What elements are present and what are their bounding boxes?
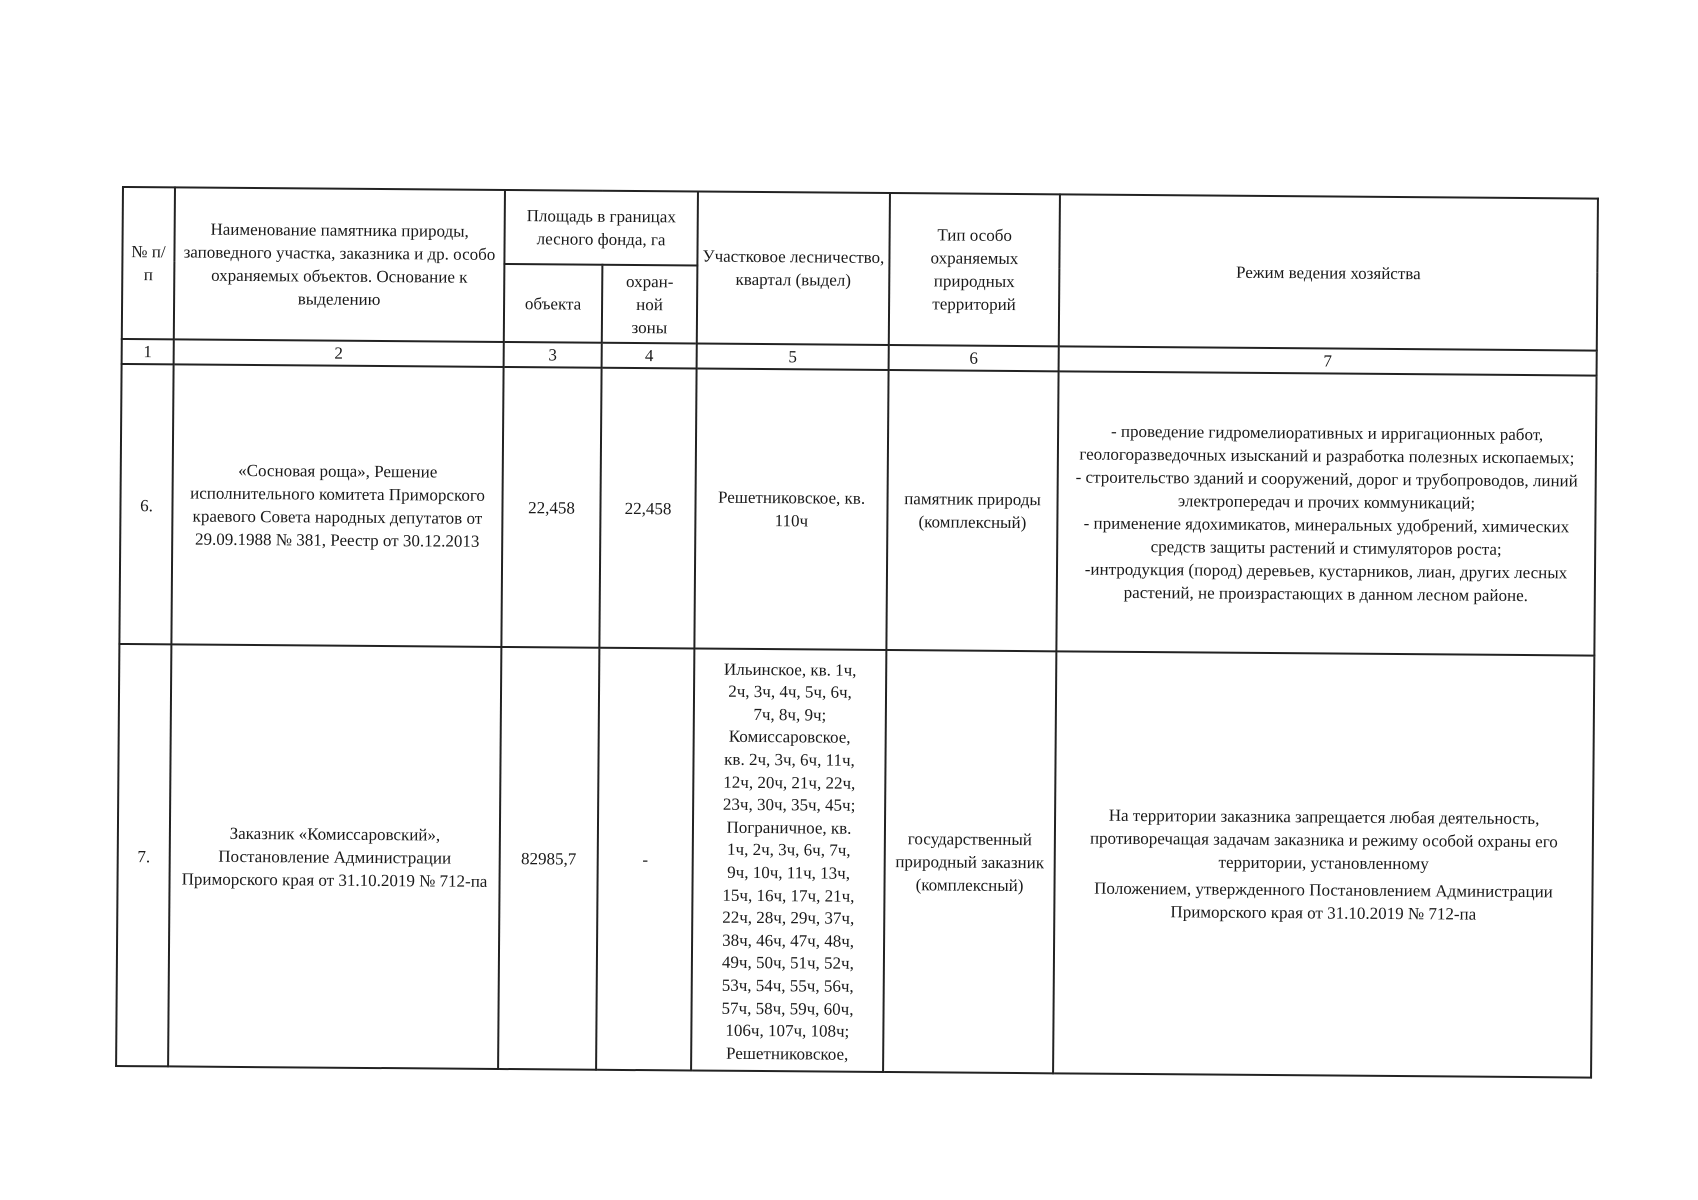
row-area-object: 22,458: [501, 367, 601, 648]
forestry-line: 22ч, 28ч, 29ч, 37ч,: [722, 907, 855, 928]
table-row: [116, 644, 1594, 1078]
forestry-line: кв. 2ч, 3ч, 6ч, 11ч,: [724, 749, 855, 770]
header-col-name: Наименование памятника природы, заповедного участка, заказника и др. особо охраняемых объектов. Основание к выделению: [174, 187, 505, 342]
forestry-line: 12ч, 20ч, 21ч, 22ч,: [723, 772, 856, 793]
mode-item: - строительство зданий и сооружений, дорог и трубопроводов, линий электропередач и прочих коммуникаций;: [1075, 467, 1578, 513]
mode-paragraph: На территории заказника запрещается любая деятельность, противоречащая задачам заказника и режиму особой охраны его территории, установленному: [1089, 805, 1558, 873]
row-name: «Сосновая роща», Решение исполнительного комитета Приморского краевого Совета народных депутатов от 29.09.1988 № 381, Реестр от 30.12.2013: [171, 364, 503, 647]
header-col-area-group: Площадь в границах лесного фонда, га: [504, 190, 698, 266]
mode-item: - применение ядохимикатов, минеральных удобрений, химических средств защиты растений и стимуляторов роста;: [1083, 513, 1570, 559]
header-col-type: Тип особо охраняемых природных территорий: [889, 193, 1060, 346]
column-number: 3: [504, 342, 602, 368]
forestry-line: 9ч, 10ч, 11ч, 13ч,: [727, 862, 851, 883]
forestry-line: 2ч, 3ч, 4ч, 5ч, 6ч,: [728, 682, 852, 702]
column-number: 1: [122, 339, 174, 364]
row-type: государственный природный заказник (комплексный): [883, 650, 1056, 1073]
row-name: Заказник «Комиссаровский», Постановление Администрации Приморского края от 31.10.2019 № 712-па: [168, 644, 501, 1069]
row-forestry: Решетниковское, кв. 110ч: [694, 369, 888, 650]
forestry-line: 15ч, 16ч, 17ч, 21ч,: [722, 885, 855, 906]
column-number: 6: [889, 345, 1059, 371]
forestry-line: Ильинское, кв. 1ч,: [723, 659, 857, 680]
header-col-forestry: Участковое лесничество, квартал (выдел): [697, 192, 890, 346]
forestry-line: Пограничное, кв.: [726, 817, 852, 838]
row-mode: [1056, 371, 1596, 655]
mode-item: -интродукция (пород) деревьев, кустарников, лиан, других лесных растений, не произрастающих в данном лесном районе.: [1084, 559, 1568, 606]
forestry-line: Комиссаровское,: [728, 727, 851, 748]
header-col-mode: Режим ведения хозяйства: [1059, 194, 1598, 350]
table-row: [119, 364, 1596, 656]
protected-areas-table: [115, 186, 1599, 1079]
forestry-line: 38ч, 46ч, 47ч, 48ч,: [722, 930, 855, 951]
forestry-line: 106ч, 107ч, 108ч;: [725, 1020, 850, 1041]
column-number: 7: [1059, 346, 1597, 375]
row-type: памятник природы (комплексный): [886, 370, 1058, 651]
column-number: 4: [602, 343, 697, 369]
row-mode: [1053, 651, 1594, 1077]
row-area-object: 82985,7: [498, 647, 599, 1070]
forestry-line: 57ч, 58ч, 59ч, 60ч,: [721, 998, 854, 1019]
row-number: 6.: [119, 364, 173, 644]
row-area-zone: -: [596, 648, 694, 1071]
row-forestry: [691, 649, 886, 1072]
forestry-line: Решетниковское,: [725, 1043, 849, 1064]
column-number: 2: [174, 339, 504, 367]
column-number: 5: [697, 344, 889, 371]
row-number: 7.: [116, 644, 171, 1066]
forestry-line: 53ч, 54ч, 55ч, 56ч,: [721, 975, 854, 996]
mode-paragraph: Положением, утвержденного Постановлением Администрации Приморского края от 31.10.2019 № 712-па: [1094, 878, 1553, 924]
forestry-line: 49ч, 50ч, 51ч, 52ч,: [721, 953, 854, 974]
forestry-line: 23ч, 30ч, 35ч, 45ч;: [722, 794, 856, 815]
header-col-area-zone: охран-ной зоны: [602, 265, 698, 344]
header-col-number: № п/п: [122, 187, 175, 339]
forestry-line: 1ч, 2ч, 3ч, 6ч, 7ч,: [726, 840, 851, 861]
mode-item: - проведение гидромелиоративных и ирригационных работ, геологоразведочных изысканий и разработка полезных ископаемых;: [1079, 421, 1575, 468]
header-col-area-object: объекта: [504, 264, 603, 343]
header-row-1: [122, 187, 1598, 273]
row-area-zone: 22,458: [599, 368, 696, 649]
forestry-line: 7ч, 8ч, 9ч;: [753, 704, 827, 725]
